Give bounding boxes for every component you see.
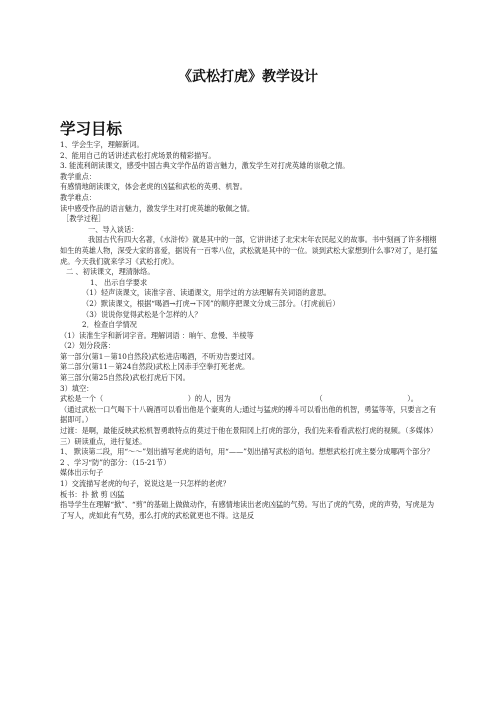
body-line: （1）轻声读课文，读准字音、读通课文，用学过的方法理解有关词语的意思。 — [82, 288, 331, 298]
document-title: 《武松打虎》教学设计 — [178, 69, 318, 85]
body-paragraph: 1、 默读第二段，用“～～”划出描写老虎的语句，用“——”划出描写武松的语句。想想武松打虎主要分成哪两个部分？ — [60, 447, 434, 457]
body-line: 一、导入谈话： — [88, 224, 139, 234]
body-line: 1、 出示自学要求 — [90, 277, 148, 287]
fill-in-part: 武松是一个（ — [60, 394, 104, 404]
body-line: 板书：扑 掀 剪 凶猛 — [60, 489, 125, 499]
body-line: 教学重点： — [60, 171, 96, 181]
body-line: 教学难点： — [60, 192, 96, 202]
body-line: 第二部分(第11－第24自然段)武松上冈赤手空拳打死老虎。 — [60, 362, 250, 372]
body-line: 1）交流描写老虎的句子，说说这是一只怎样的老虎？ — [60, 479, 230, 488]
body-paragraph: 指导学生在理解“掀”、“剪”的基础上做做动作，有感情地读出老虎凶猛的气势。写出了虎的气势，虎的声势，写虎是为了写人，虎如此有气势，那么打虎的武松就更也不得。这是反 — [60, 500, 435, 520]
body-line: （2）划分段落： — [60, 341, 115, 351]
body-line: 有感情地朗读课文，体会老虎的凶猛和武松的英勇、机智。 — [60, 182, 247, 192]
body-line: （2）默读课文，根据“喝酒→打虎→下冈”的顺序把课文分成三部分。（打虎前后） — [82, 298, 340, 308]
body-paragraph: 过渡：是啊，最能反映武松机智勇敢特点的莫过于他在景阳冈上打虎的部分，我们先来看看武松打虎的视频。（多媒体） — [60, 426, 438, 436]
body-line: 第一部分(第1－第10自然段)武松进店喝酒，不听劝告要过冈。 — [60, 351, 260, 361]
body-line: （3）说说你觉得武松是个怎样的人？ — [82, 309, 202, 319]
body-line: ［教学过程］ — [62, 214, 106, 224]
document-body — [60, 140, 438, 521]
fill-in-part: （ — [315, 394, 323, 404]
fill-in-part: ）的人，因为 — [187, 394, 231, 404]
body-paragraph: 我国古代有四大名著，《水浒传》就是其中的一部，它讲讲述了北宋末年农民起义的故事。书中刻画了许多栩栩如生的英雄人物，深受大家的喜爱，据说有一百零八位，武松就是其中的一位。谈到武松大家想到什么事?对了，是打猛虎。今天我们就来学习《武松打虎》。 — [60, 235, 438, 266]
section-heading: 学习目标 — [60, 120, 123, 138]
body-line: 2 、学习“防”的部分：（15-21节） — [60, 457, 171, 467]
fill-in-part: ）。 — [407, 394, 418, 404]
body-line: 1、学会生字，理解新词。 — [60, 140, 144, 149]
body-line: 3）填空： — [60, 383, 94, 393]
body-line: 读中感受作品的语言魅力，激发学生对打虎英雄的敬佩之情。 — [60, 203, 255, 213]
body-line: 媒体出示句子 — [60, 468, 104, 478]
body-paragraph: （通过武松一口气喝下十八碗酒可以看出他是个豪爽的人;通过与猛虎的搏斗可以看出他的机智，勇猛等等，只要言之有据即可。） — [60, 404, 437, 425]
body-line: 3. 能流利朗读课文，感受中国古典文学作品的语言魅力，激发学生对打虎英雄的崇敬之情。 — [60, 161, 350, 171]
fill-in-line — [60, 394, 438, 405]
body-line: 三）研读重点，进行复述。 — [60, 436, 147, 446]
body-line: 二 、初读课文，理清脉络。 — [66, 267, 155, 277]
body-line: 2．检查自学情况 — [82, 320, 137, 330]
body-line: 2、能用自己的话讲述武松打虎场景的精彩描写。 — [60, 150, 216, 160]
body-line: （1）读准生字和新词字音。理解词语 ：晌午、怠慢、半棱等 — [60, 330, 254, 340]
body-line: 第三部分(第25自然段)武松打虎后下冈。 — [60, 373, 190, 383]
